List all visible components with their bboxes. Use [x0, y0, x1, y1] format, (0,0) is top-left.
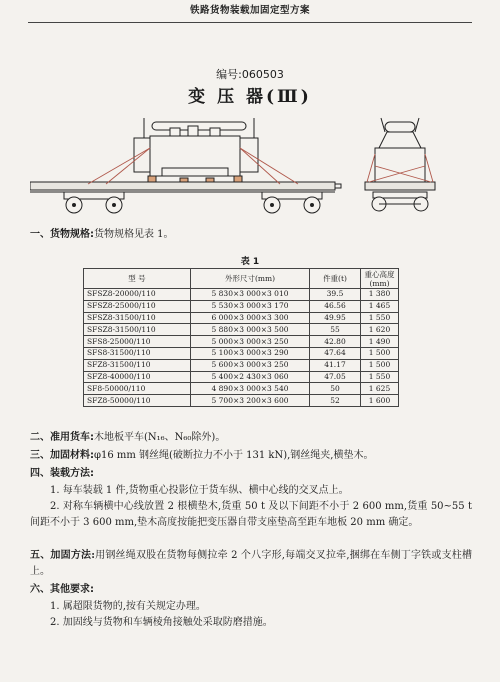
section4-heading: 四、装载方法:	[30, 468, 94, 479]
table-header-row	[84, 269, 399, 289]
cell-dimensions: 5 700×3 200×3 600	[191, 395, 310, 407]
cell-model: SFSZ8-25000/110	[84, 300, 191, 312]
section-approved-wagons	[30, 430, 476, 445]
table-row	[84, 324, 399, 336]
table-caption: 表 1	[240, 257, 260, 267]
cell-cg-height: 1 625	[361, 383, 399, 395]
bogie-left	[64, 192, 124, 213]
cell-dimensions: 5 530×3 000×3 170	[191, 300, 310, 312]
section1-text: 货物规格见表 1。	[94, 229, 174, 240]
section3-heading: 三、加固材料:	[30, 450, 94, 461]
table-row	[84, 347, 399, 359]
cell-weight: 47.05	[310, 371, 361, 383]
cell-cg-height: 1 550	[361, 371, 399, 383]
cell-cg-height: 1 380	[361, 289, 399, 301]
document-title: 变 压 器(Ⅲ)	[188, 87, 312, 107]
cell-dimensions: 5 400×2 430×3 060	[191, 371, 310, 383]
header-cg-height: 重心高度 (mm)	[361, 269, 399, 289]
requirement-1: 1. 属超限货物的,按有关规定办理。	[50, 601, 206, 612]
section-cargo-specs	[30, 227, 476, 242]
cell-cg-height: 1 465	[361, 300, 399, 312]
side-view	[30, 118, 341, 213]
cell-dimensions: 4 890×3 000×3 540	[191, 383, 310, 395]
cell-weight: 52	[310, 395, 361, 407]
cell-weight: 42.80	[310, 336, 361, 348]
flat-car-deck	[30, 182, 335, 190]
loading-step-2: 2. 对称车辆横中心线放置 2 根横垫木,货重 50 t 及以下间距不小于 2 600 mm,货重 50~55 t 间距不小于 3 600 mm,垫木高度按能把变压器自带支座垫高至距车地板 20 mm 确定。	[30, 501, 472, 528]
section2-heading: 二、准用货车:	[30, 432, 94, 443]
cell-dimensions: 5 100×3 000×3 290	[191, 347, 310, 359]
section5-heading: 五、加固方法:	[30, 550, 95, 561]
section-securing-method	[30, 548, 472, 580]
cell-model: SFSZ8-20000/110	[84, 289, 191, 301]
section5-text: 用钢丝绳双股在货物每侧拉牵 2 个八字形,每端交叉拉牵,捆绑在车侧丁字铁或支柱槽上。	[30, 550, 472, 577]
table-row	[84, 359, 399, 371]
cell-cg-height: 1 500	[361, 347, 399, 359]
cell-weight: 55	[310, 324, 361, 336]
requirement-2: 2. 加固线与货物和车辆棱角接触处采取防磨措施。	[50, 617, 273, 628]
cell-dimensions: 5 880×3 000×3 500	[191, 324, 310, 336]
header-dimensions: 外形尺寸(mm)	[191, 269, 310, 289]
specs-table	[83, 268, 399, 407]
cell-dimensions: 5 830×3 000×3 010	[191, 289, 310, 301]
cell-model: SFSZ8-31500/110	[84, 312, 191, 324]
end-view	[365, 118, 435, 211]
cell-weight: 47.64	[310, 347, 361, 359]
cell-cg-height: 1 500	[361, 359, 399, 371]
loading-diagram	[30, 108, 470, 220]
cell-model: SFS8-25000/110	[84, 336, 191, 348]
cell-model: SFZ8-50000/110	[84, 395, 191, 407]
cell-cg-height: 1 490	[361, 336, 399, 348]
section-loading-method	[30, 466, 476, 481]
cell-weight: 46.56	[310, 300, 361, 312]
header-model: 型 号	[84, 269, 191, 289]
cell-model: SFS8-31500/110	[84, 347, 191, 359]
table-row	[84, 336, 399, 348]
section3-text: φ16 mm 钢丝绳(破断拉力不小于 131 kN),钢丝绳夹,横垫木。	[94, 450, 374, 461]
table-row	[84, 300, 399, 312]
loading-step-1: 1. 每车装载 1 件,货物重心投影位于货车纵、横中心线的交叉点上。	[50, 485, 349, 496]
running-header: 铁路货物装载加固定型方案	[189, 5, 310, 16]
table-row	[84, 371, 399, 383]
cell-model: SFZ8-40000/110	[84, 371, 191, 383]
cell-cg-height: 1 600	[361, 395, 399, 407]
document-code: 编号:060503	[216, 68, 284, 81]
cell-weight: 49.95	[310, 312, 361, 324]
header-weight: 件重(t)	[310, 269, 361, 289]
table-row	[84, 289, 399, 301]
cell-model: SF8-50000/110	[84, 383, 191, 395]
cell-dimensions: 5 000×3 000×3 250	[191, 336, 310, 348]
header-rule	[28, 22, 472, 23]
cell-dimensions: 5 600×3 000×3 250	[191, 359, 310, 371]
section-other-requirements	[30, 582, 476, 597]
cell-model: SFZ8-31500/110	[84, 359, 191, 371]
cell-model: SFSZ8-31500/110	[84, 324, 191, 336]
table-row	[84, 312, 399, 324]
cell-dimensions: 6 000×3 000×3 300	[191, 312, 310, 324]
table-row	[84, 383, 399, 395]
section6-heading: 六、其他要求:	[30, 584, 94, 595]
section1-heading: 一、货物规格:	[30, 229, 94, 240]
table-row	[84, 395, 399, 407]
bogie-right	[262, 192, 322, 213]
cell-weight: 41.17	[310, 359, 361, 371]
cell-weight: 39.5	[310, 289, 361, 301]
cell-cg-height: 1 550	[361, 312, 399, 324]
section-materials	[30, 448, 476, 463]
cell-weight: 50	[310, 383, 361, 395]
cell-cg-height: 1 620	[361, 324, 399, 336]
section2-text: 木地板平车(N₁₆、N₆₀除外)。	[94, 432, 226, 443]
